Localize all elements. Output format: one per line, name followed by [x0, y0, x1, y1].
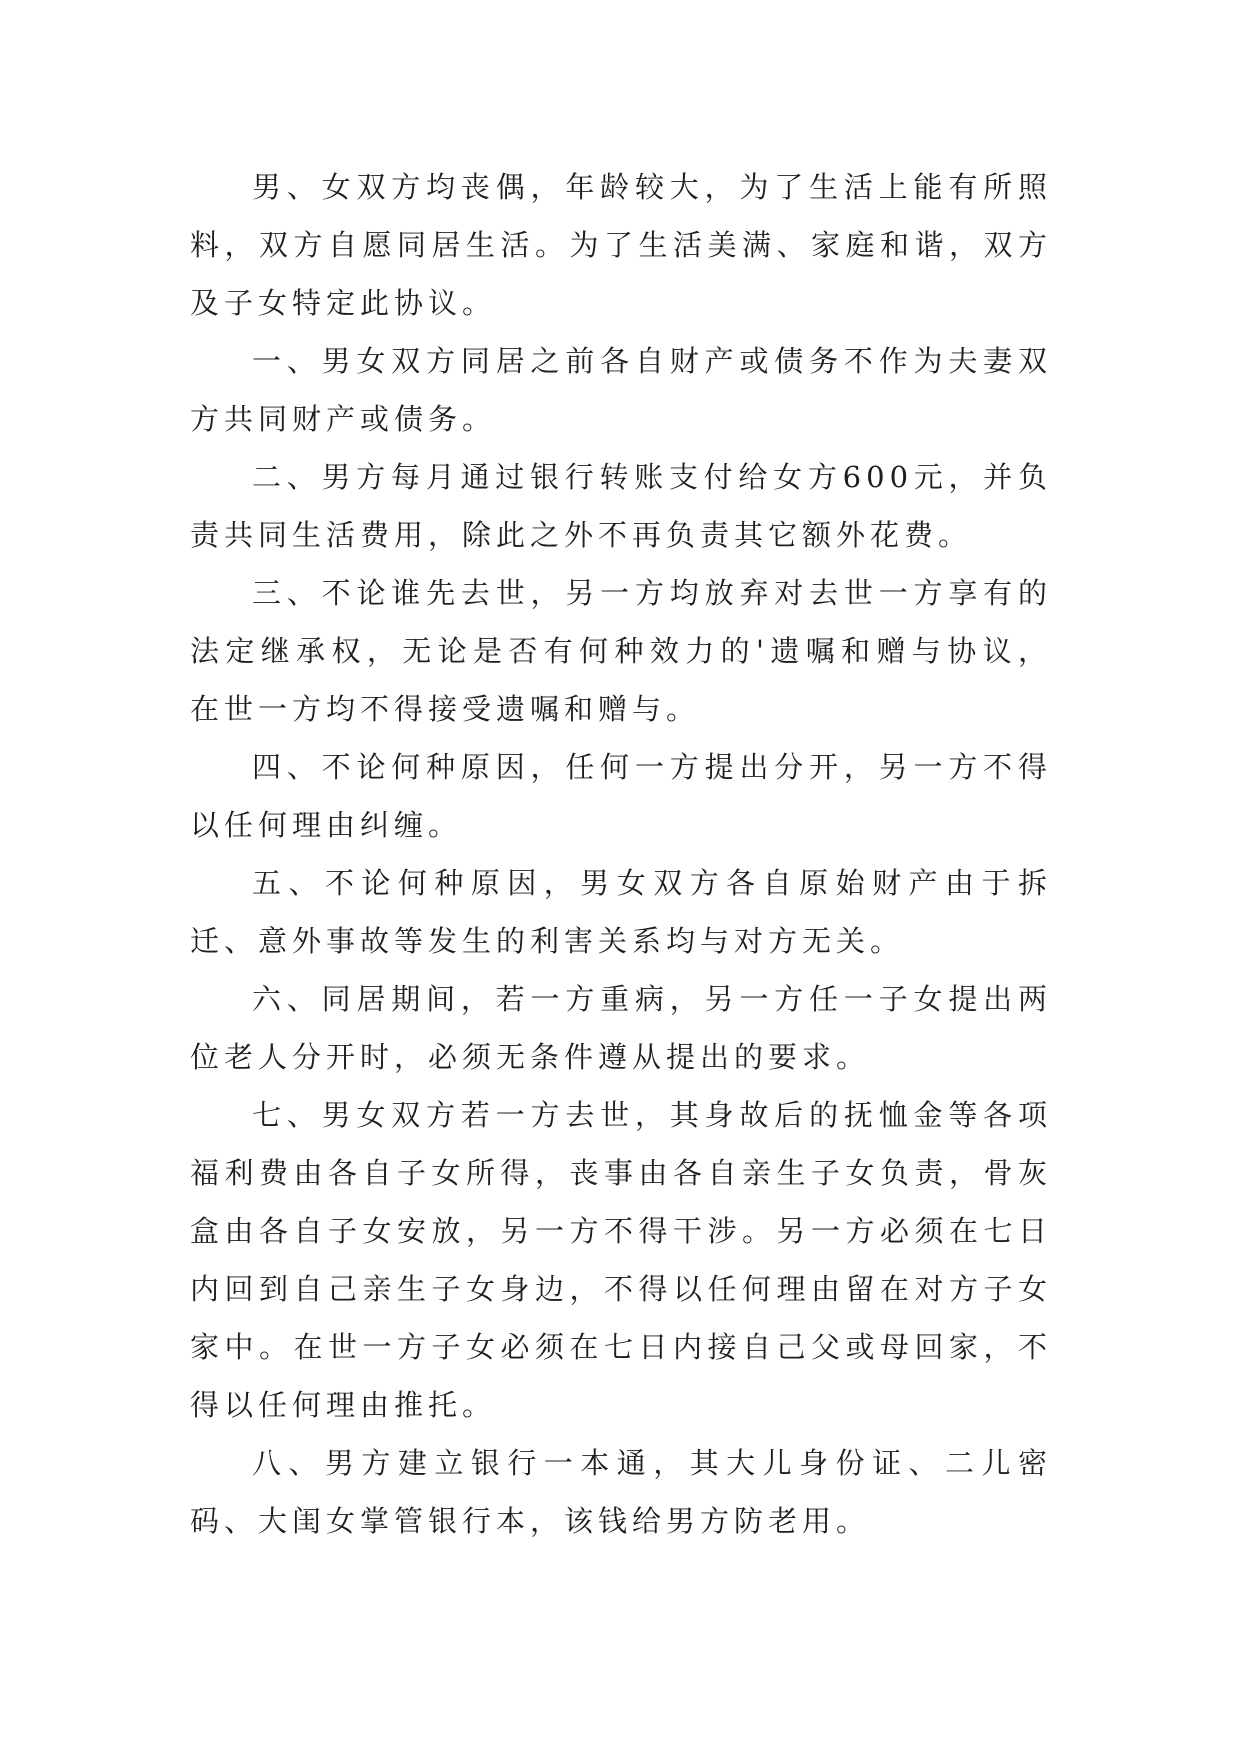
clause-6-paragraph: 六、同居期间，若一方重病，另一方任一子女提出两位老人分开时，必须无条件遵从提出的要求。: [190, 982, 1052, 1074]
clause-1-paragraph: 一、男女双方同居之前各自财产或债务不作为夫妻双方共同财产或债务。: [190, 344, 1052, 436]
clause-7-paragraph: 七、男女双方若一方去世，其身故后的抚恤金等各项福利费由各自子女所得，丧事由各自亲生子女负责，骨灰盒由各自子女安放，另一方不得干涉。另一方必须在七日内回到自己亲生子女身边，不得以任何理由留在对方子女家中。在世一方子女必须在七日内接自己父或母回家，不得以任何理由推托。: [190, 1098, 1052, 1422]
document-body: [190, 158, 1052, 1550]
clause-2-paragraph: 二、男方每月通过银行转账支付给女方600元，并负责共同生活费用，除此之外不再负责其它额外花费。: [190, 460, 1052, 552]
clause-8-paragraph: 八、男方建立银行一本通，其大儿身份证、二儿密码、大闺女掌管银行本，该钱给男方防老用。: [190, 1446, 1052, 1538]
clause-4-paragraph: 四、不论何种原因，任何一方提出分开，另一方不得以任何理由纠缠。: [190, 750, 1052, 842]
clause-3-paragraph: 三、不论谁先去世，另一方均放弃对去世一方享有的法定继承权，无论是否有何种效力的'遗嘱和赠与协议，在世一方均不得接受遗嘱和赠与。: [190, 576, 1052, 726]
clause-5-paragraph: 五、不论何种原因，男女双方各自原始财产由于拆迁、意外事故等发生的利害关系均与对方无关。: [190, 866, 1052, 958]
intro-paragraph: 男、女双方均丧偶，年龄较大，为了生活上能有所照料，双方自愿同居生活。为了生活美满、家庭和谐，双方及子女特定此协议。: [190, 170, 1052, 320]
